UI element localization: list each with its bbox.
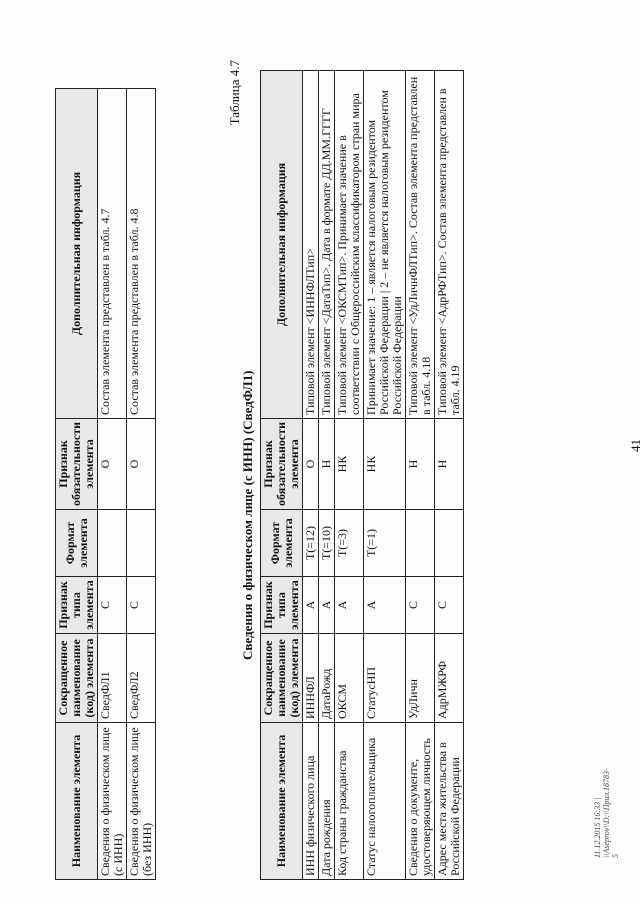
table-cell: T(=3) <box>335 510 364 577</box>
table-cell: Типовой элемент <УдЛичнФЛТип>. Состав элемента представлен в табл. 4.18 <box>406 71 435 419</box>
header-cell: Формат элемента <box>56 510 98 577</box>
table-cell: СведФЛ2 <box>127 634 156 723</box>
table-cell: О <box>98 418 127 509</box>
header-cell: Сокращенное наименование (код) элемента <box>56 634 98 723</box>
table-row <box>406 71 435 880</box>
table-cell: СтатусНП <box>364 634 406 723</box>
header-cell: Признак обязательности элемента <box>56 418 98 509</box>
table-cell: А <box>364 577 406 634</box>
table-cell: Принимает значение: 1 – является налоговым резидентом Российской Федерации | 2 – не является налоговым резидентом Российской Федерации <box>364 71 406 419</box>
table-cell: НК <box>364 418 406 509</box>
table-cell: Сведения о физическом лице (с ИНН) <box>98 723 127 880</box>
table-cell: Состав элемента представлен в табл. 4.7 <box>98 89 127 419</box>
header-cell: Признак типа элемента <box>261 577 303 634</box>
table-cell: О <box>127 418 156 509</box>
page-number: 41 <box>628 439 643 452</box>
table-cell <box>98 510 127 577</box>
table-cell: С <box>435 577 464 634</box>
table-cell: Типовой элемент <АдрРФТип>. Состав элемента представлен в табл. 4.19 <box>435 71 464 419</box>
table-cell: Н <box>319 418 335 509</box>
elements-table-top <box>55 88 156 880</box>
table-row <box>364 71 406 880</box>
table-row <box>319 71 335 880</box>
table-cell: Н <box>435 418 464 509</box>
table-cell: T(=1) <box>364 510 406 577</box>
table-cell: Типовой элемент <ДатаТип>. Дата в формате ДД.ММ.ГГГГ <box>319 71 335 419</box>
table-header-row <box>56 89 98 880</box>
table-cell: С <box>406 577 435 634</box>
table-cell: ИНН физического лица <box>303 723 319 880</box>
table-cell: T(=12) <box>303 510 319 577</box>
header-cell: Формат элемента <box>261 510 303 577</box>
table-cell: Н <box>406 418 435 509</box>
table-row <box>435 71 464 880</box>
header-cell: Наименование элемента <box>56 723 98 880</box>
table-cell: Дата рождения <box>319 723 335 880</box>
file-stamp: 11.12.2015 16:33 | \\Aseprov\\D:\\Прил.18783-5 <box>593 768 620 858</box>
table-cell: УдЛичн <box>406 634 435 723</box>
table-cell <box>127 510 156 577</box>
table-cell: Типовой элемент <ОКСМТип>. Принимает значение в соответствии с Общероссийским классификатором стран мира <box>335 71 364 419</box>
table-cell: Типовой элемент <ИННФЛТип> <box>303 71 319 419</box>
table-header-row <box>261 71 303 880</box>
rotated-content <box>45 40 590 880</box>
table-row <box>335 71 364 880</box>
table-number: Таблица 4.7 <box>227 60 242 126</box>
table-row <box>98 89 127 880</box>
table-cell: С <box>98 577 127 634</box>
header-cell: Наименование элемента <box>261 723 303 880</box>
table-cell: НК <box>335 418 364 509</box>
table-cell: А <box>335 577 364 634</box>
table-cell: Адрес места жительства в Российской Федерации <box>435 723 464 880</box>
table-cell: T(=10) <box>319 510 335 577</box>
table-cell: Сведения о физическом лице (без ИНН) <box>127 723 156 880</box>
elements-table-main <box>260 70 464 880</box>
table-cell: А <box>303 577 319 634</box>
table-row <box>127 89 156 880</box>
table-caption: Сведения о физическом лице (с ИНН) (СведФЛ1) <box>240 370 255 660</box>
header-cell: Признак типа элемента <box>56 577 98 634</box>
table-cell: С <box>127 577 156 634</box>
table-cell: Статус налогоплательщика <box>364 723 406 880</box>
header-cell: Дополнительная информация <box>56 89 98 419</box>
table-cell: ИННФЛ <box>303 634 319 723</box>
table-cell <box>435 510 464 577</box>
table-cell: О <box>303 418 319 509</box>
table-cell <box>406 510 435 577</box>
table-cell: А <box>319 577 335 634</box>
header-cell: Признак обязательности элемента <box>261 418 303 509</box>
table-cell: ДатаРожд <box>319 634 335 723</box>
table-cell: Состав элемента представлен в табл. 4.8 <box>127 89 156 419</box>
table-cell: Сведения о документе, удостоверяющем личность <box>406 723 435 880</box>
header-cell: Дополнительная информация <box>261 71 303 419</box>
table-cell: Код страны гражданства <box>335 723 364 880</box>
table-cell: СведФЛ1 <box>98 634 127 723</box>
table-cell: ОКСМ <box>335 634 364 723</box>
table-row <box>303 71 319 880</box>
header-cell: Сокращенное наименование (код) элемента <box>261 634 303 723</box>
table-cell: АдрМЖРФ <box>435 634 464 723</box>
